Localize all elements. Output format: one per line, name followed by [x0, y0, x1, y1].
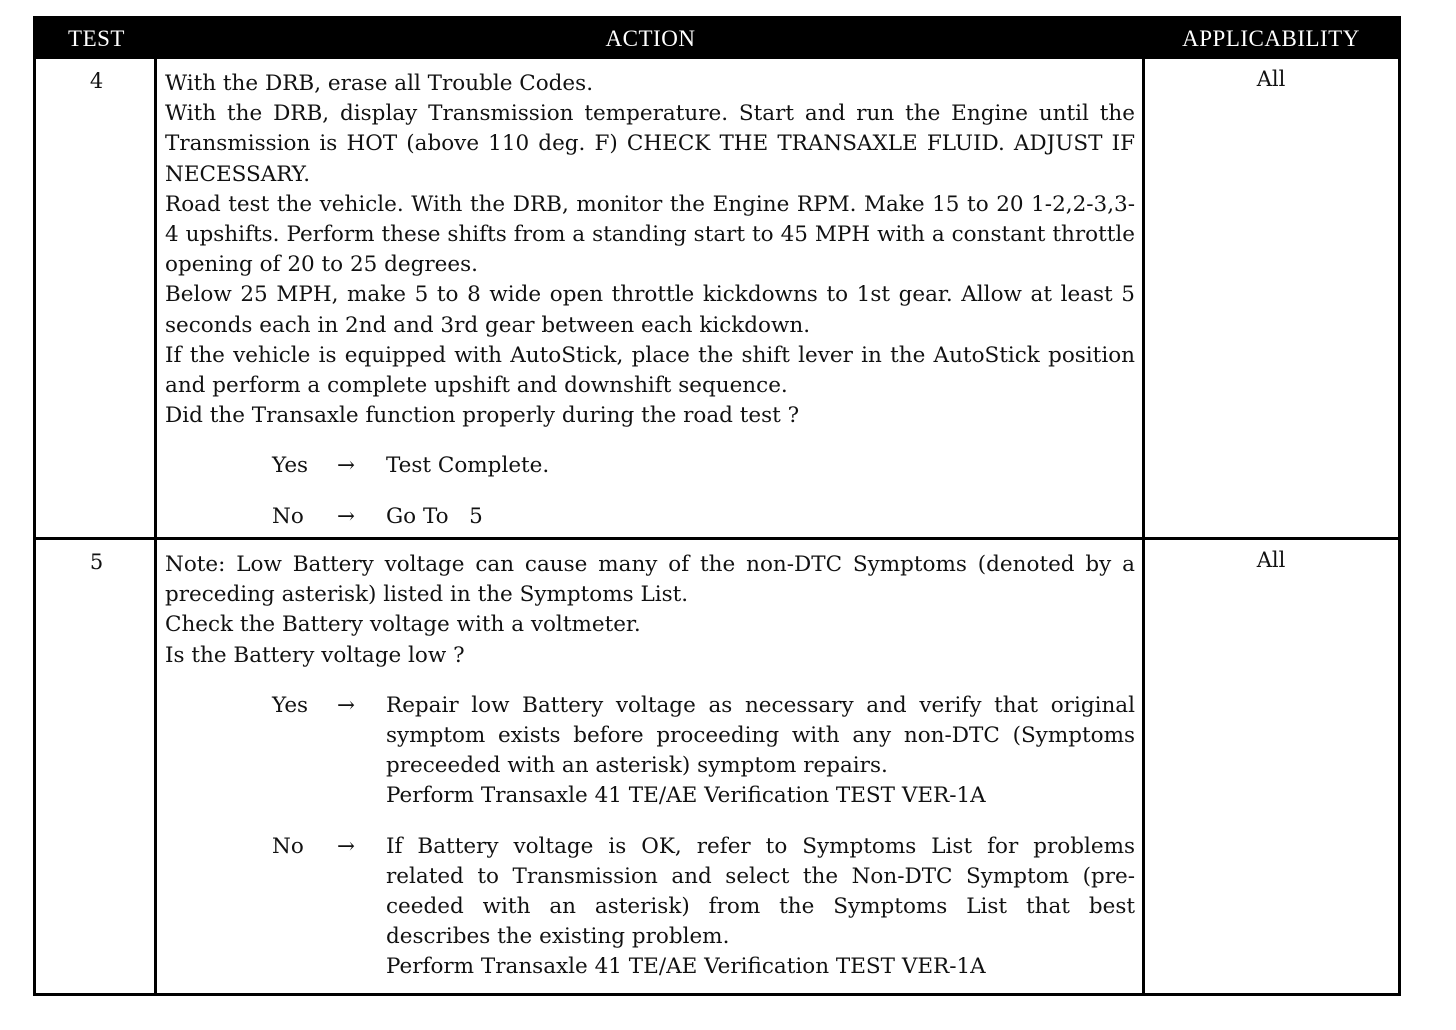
yes-label: Yes — [272, 692, 309, 718]
no-result-verification: Perform Transaxle 41 TE/AE Verification TEST VER-1A — [386, 954, 986, 980]
header-test: TEST — [68, 26, 125, 51]
no-branch — [165, 832, 1135, 983]
no-result: Go To 5 — [386, 503, 483, 529]
table-header — [36, 19, 1398, 59]
action-paragraph: If the vehicle is equipped with AutoStick, place the shift lever in the AutoStick position and perform a complete upshift and downshift sequence. — [165, 342, 1135, 399]
no-branch — [165, 502, 1135, 532]
action-paragraph: With the DRB, display Transmission temperature. Start and run the Engine until the Transmission is HOT (above 110 deg. F) CHECK THE TRANSAXLE FLUID. ADJUST IF NECESSARY. — [165, 101, 1135, 187]
yes-result: Test Complete. — [386, 453, 550, 479]
arrow-right-icon: → — [337, 453, 356, 479]
header-applicability: APPLICABILITY — [1182, 26, 1360, 51]
yes-branch — [165, 691, 1135, 812]
action-paragraph: Note: Low Battery voltage can cause many of the non-DTC Symptoms (denoted by a preceding asterisk) listed in the Symptoms List. — [165, 552, 1135, 608]
action-cell — [165, 69, 1135, 532]
no-result: If Battery voltage is OK, refer to Symptoms List for problems related to Transmission and select the Non-DTC Symptom (preceeded with an asterisk) from the Symptoms List that best describes the existing problem. — [386, 833, 1135, 950]
arrow-right-icon: → — [337, 503, 356, 529]
header-action: ACTION — [605, 26, 696, 51]
action-paragraph: Check the Battery voltage with a voltmeter. — [165, 612, 641, 638]
arrow-right-icon: → — [337, 833, 356, 859]
action-question: Is the Battery voltage low ? — [165, 642, 465, 668]
action-question: Did the Transaxle function properly during the road test ? — [165, 403, 800, 429]
no-label: No — [272, 833, 304, 859]
test-number: 5 — [89, 550, 104, 574]
yes-branch — [165, 451, 1135, 481]
applicability-value: All — [1256, 548, 1286, 572]
arrow-right-icon: → — [337, 692, 356, 718]
action-paragraph: Below 25 MPH, make 5 to 8 wide open throttle kickdowns to 1st gear. Allow at least 5 seconds each in 2nd and 3rd gear between each kickdown. — [165, 282, 1135, 338]
yes-result-verification: Perform Transaxle 41 TE/AE Verification TEST VER-1A — [386, 783, 986, 809]
action-paragraph: Road test the vehicle. With the DRB, monitor the Engine RPM. Make 15 to 20 1-2,2-3,3-4 upshifts. Perform these shifts from a standing start to 45 MPH with a constant throttle opening of 20 to 25 degrees. — [165, 191, 1135, 278]
table-row-test-4 — [36, 59, 1398, 537]
yes-result: Repair low Battery voltage as necessary and verify that original symptom exists before proceeding with any non-DTC (Symptoms preceeded with an asterisk) symptom repairs. — [386, 692, 1135, 779]
action-paragraph: With the DRB, erase all Trouble Codes. — [165, 71, 594, 96]
test-number: 4 — [89, 69, 104, 93]
applicability-value: All — [1256, 67, 1286, 91]
table-row-test-5 — [36, 540, 1398, 993]
yes-label: Yes — [272, 453, 309, 479]
no-label: No — [272, 503, 304, 529]
action-cell — [165, 550, 1135, 983]
diagnostic-table — [33, 16, 1401, 996]
